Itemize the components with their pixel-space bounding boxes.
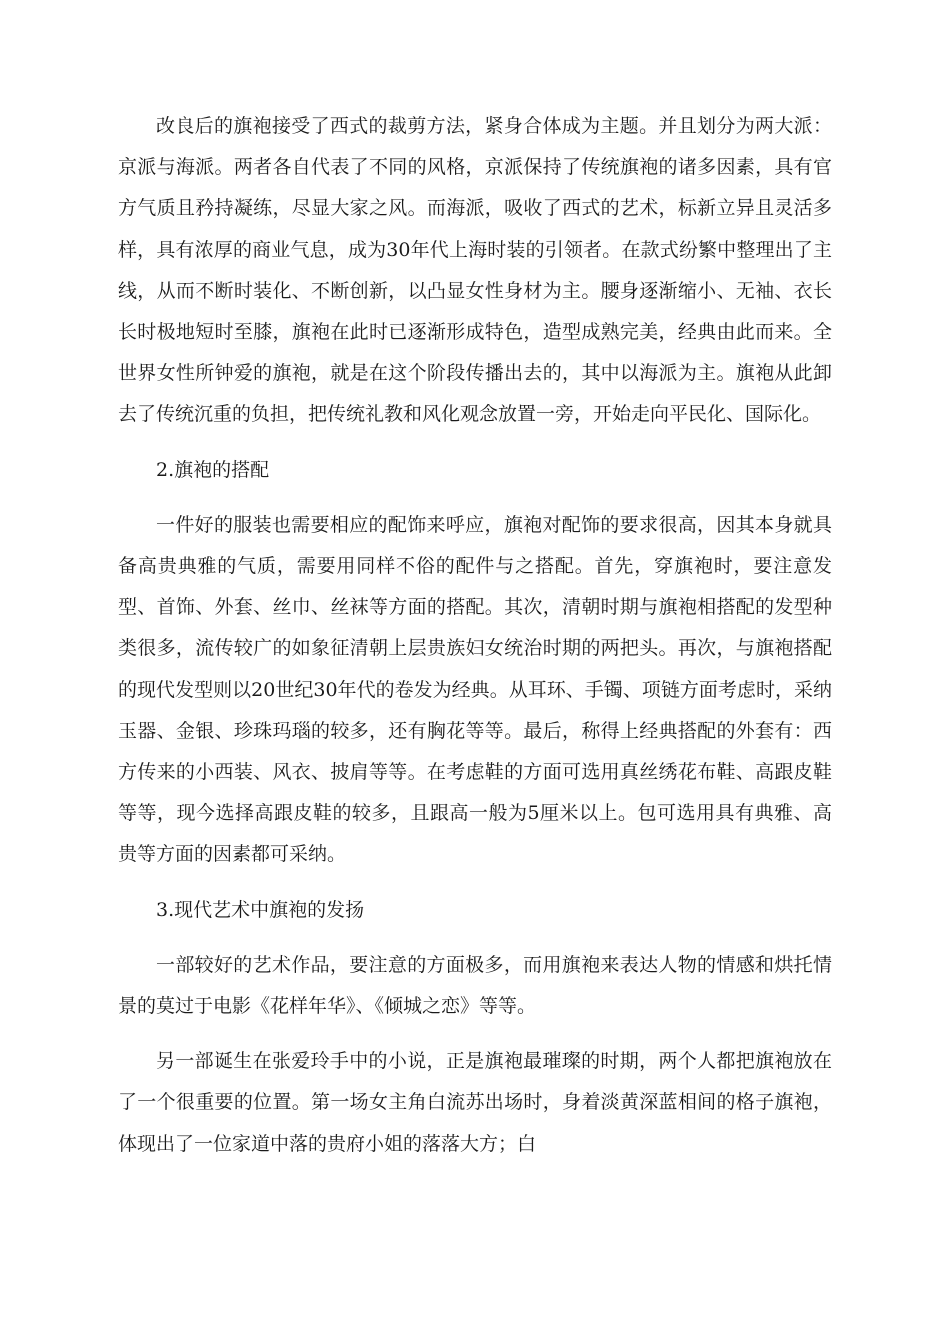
document-page xyxy=(118,106,832,1179)
paragraph-qipao-films: 一部较好的艺术作品，要注意的方面极多，而用旗袍来表达人物的情感和烘托情景的莫过于电影《花样年华》、《倾城之恋》等等。 xyxy=(118,953,832,1018)
section-heading-qipao-modern-art: 3.现代艺术中旗袍的发扬 xyxy=(156,898,365,921)
section-heading-qipao-matching: 2.旗袍的搭配 xyxy=(156,458,270,481)
paragraph-zhang-ailing-novel: 另一部诞生在张爱玲手中的小说，正是旗袍最璀璨的时期，两个人都把旗袍放在了一个很重要的位置。第一场女主角白流苏出场时，身着淡黄深蓝相间的格子旗袍，体现出了一位家道中落的贵府小姐的落落大方；白 xyxy=(118,1050,832,1155)
paragraph-qipao-accessories: 一件好的服装也需要相应的配饰来呼应，旗袍对配饰的要求很高，因其本身就具备高贵典雅的气质，需要用同样不俗的配件与之搭配。首先，穿旗袍时，要注意发型、首饰、外套、丝巾、丝袜等方面的搭配。其次，清朝时期与旗袍相搭配的发型种类很多，流传较广的如象征清朝上层贵族妇女统治时期的两把头。再次，与旗袍搭配的现代发型则以20世纪30年代的卷发为经典。从耳环、手镯、项链方面考虑时，采纳玉器、金银、珍珠玛瑙的较多，还有胸花等等。最后，称得上经典搭配的外套有：西方传来的小西装、风衣、披肩等等。在考虑鞋的方面可选用真丝绣花布鞋、高跟皮鞋等等，现今选择高跟皮鞋的较多，且跟高一般为5厘米以上。包可选用具有典雅、高贵等方面的因素都可采纳。 xyxy=(118,513,832,866)
paragraph-qipao-reform: 改良后的旗袍接受了西式的裁剪方法，紧身合体成为主题。并且划分为两大派：京派与海派。两者各自代表了不同的风格，京派保持了传统旗袍的诸多因素，具有官方气质且矜持凝练，尽显大家之风。而海派，吸收了西式的艺术，标新立异且灵活多样，具有浓厚的商业气息，成为30年代上海时装的引领者。在款式纷繁中整理出了主线，从而不断时装化、不断创新，以凸显女性身材为主。腰身逐渐缩小、无袖、衣长长时极地短时至膝，旗袍在此时已逐渐形成特色，造型成熟完美，经典由此而来。全世界女性所钟爱的旗袍，就是在这个阶段传播出去的，其中以海派为主。旗袍从此卸去了传统沉重的负担，把传统礼教和风化观念放置一旁，开始走向平民化、国际化。 xyxy=(118,115,832,426)
